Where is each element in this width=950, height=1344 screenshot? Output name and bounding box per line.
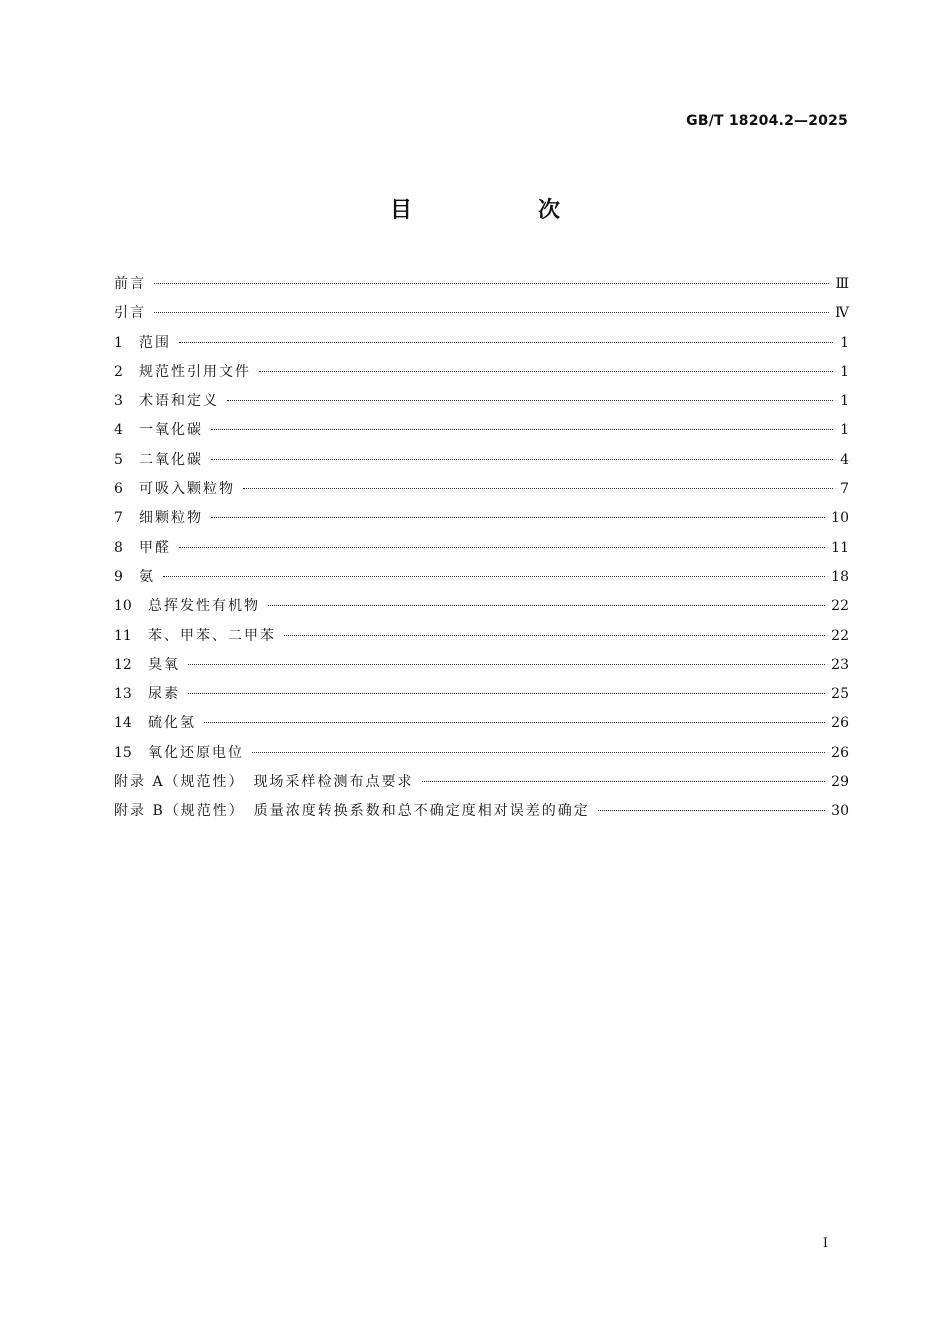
toc-entry-12[interactable]: [114, 651, 849, 680]
toc-entry-5[interactable]: [114, 446, 849, 475]
toc-leader-dots: [204, 722, 825, 723]
toc-entry-page: 25: [831, 686, 849, 703]
toc-entry-number: 6: [114, 481, 123, 498]
toc-entry-page: 10: [831, 510, 849, 527]
toc-entry-number: 3: [114, 393, 123, 410]
toc-entry-label: 苯、甲苯、二甲苯: [148, 627, 276, 644]
toc-entry-7[interactable]: [114, 504, 849, 533]
toc-entry-label: 术语和定义: [139, 393, 219, 410]
toc-entry-page: 1: [840, 393, 849, 410]
toc-entry-number: 11: [114, 627, 132, 644]
toc-entry-number: 12: [114, 656, 132, 673]
toc-entry-1[interactable]: [114, 329, 849, 358]
toc-entry-label: 引言: [114, 305, 146, 322]
page-number: I: [822, 1236, 828, 1251]
toc-entry-11[interactable]: [114, 622, 849, 651]
toc-leader-dots: [179, 547, 825, 548]
toc-leader-dots: [598, 810, 825, 811]
toc-leader-dots: [154, 312, 829, 313]
toc-leader-dots: [227, 400, 833, 401]
toc-leader-dots: [422, 781, 826, 782]
toc-entry-number: 8: [114, 539, 123, 556]
toc-entry-2[interactable]: [114, 358, 849, 387]
toc-entry-label: 总挥发性有机物: [148, 598, 260, 615]
toc-entry-page: 1: [840, 363, 849, 380]
toc-leader-dots: [188, 664, 825, 665]
toc-entry-number: 2: [114, 363, 123, 380]
toc-leader-dots: [188, 693, 825, 694]
toc-entry-number: 14: [114, 715, 132, 732]
toc-entry-label: 氨: [139, 568, 155, 585]
toc-entry-number: 5: [114, 451, 123, 468]
toc-entry-page: 4: [840, 451, 849, 468]
table-of-contents: [114, 270, 849, 827]
toc-entry-3[interactable]: [114, 387, 849, 416]
toc-leader-dots: [211, 459, 833, 460]
toc-leader-dots: [163, 576, 825, 577]
toc-entry-number: 1: [114, 334, 123, 351]
toc-entry-label: 前言: [114, 276, 146, 292]
toc-entry-number: 13: [114, 686, 132, 703]
toc-leader-dots: [259, 371, 833, 372]
toc-entry-page: Ⅳ: [835, 305, 849, 322]
toc-entry-label: 细颗粒物: [139, 510, 203, 527]
toc-entry-label: 一氧化碳: [139, 422, 203, 439]
toc-entry-annex-a[interactable]: [114, 768, 849, 797]
toc-entry-number: 15: [114, 744, 132, 761]
toc-leader-dots: [252, 752, 825, 753]
toc-entry-14[interactable]: [114, 709, 849, 738]
toc-entry-number: 4: [114, 422, 123, 439]
toc-entry-label: 臭氧: [148, 656, 180, 673]
toc-entry-6[interactable]: [114, 475, 849, 504]
toc-entry-label: 规范性引用文件: [139, 363, 251, 380]
toc-entry-page: 22: [831, 598, 849, 615]
toc-entry-label: 氧化还原电位: [148, 744, 244, 761]
toc-entry-label: 甲醛: [139, 539, 171, 556]
toc-leader-dots: [243, 488, 833, 489]
toc-entry-page: Ⅲ: [835, 276, 849, 292]
toc-entry-page: 11: [831, 539, 849, 556]
toc-entry-13[interactable]: [114, 680, 849, 709]
toc-leader-dots: [211, 429, 833, 430]
toc-entry-label: 附录 A（规范性） 现场采样检测布点要求: [114, 774, 414, 791]
toc-entry-foreword[interactable]: [114, 270, 849, 299]
toc-entry-label: 可吸入颗粒物: [139, 481, 235, 498]
toc-leader-dots: [154, 283, 829, 284]
toc-entry-page: 22: [831, 627, 849, 644]
standard-number: GB/T 18204.2—2025: [686, 113, 848, 129]
toc-entry-page: 23: [831, 656, 849, 673]
toc-entry-15[interactable]: [114, 739, 849, 768]
toc-entry-label: 二氧化碳: [139, 451, 203, 468]
toc-entry-10[interactable]: [114, 592, 849, 621]
toc-leader-dots: [179, 342, 833, 343]
toc-leader-dots: [284, 635, 825, 636]
toc-entry-label: 硫化氢: [148, 715, 196, 732]
toc-entry-page: 1: [840, 334, 849, 351]
toc-entry-page: 26: [831, 715, 849, 732]
toc-entry-number: 10: [114, 598, 132, 615]
toc-entry-page: 1: [840, 422, 849, 439]
toc-entry-number: 7: [114, 510, 123, 527]
toc-entry-introduction[interactable]: [114, 299, 849, 328]
toc-leader-dots: [211, 517, 825, 518]
toc-entry-label: 范围: [139, 334, 171, 351]
toc-entry-label: 尿素: [148, 686, 180, 703]
toc-entry-page: 30: [831, 803, 849, 820]
toc-leader-dots: [268, 605, 825, 606]
toc-entry-annex-b[interactable]: [114, 797, 849, 826]
toc-entry-page: 18: [831, 568, 849, 585]
toc-entry-4[interactable]: [114, 416, 849, 445]
toc-entry-page: 26: [831, 744, 849, 761]
toc-entry-label: 附录 B（规范性） 质量浓度转换系数和总不确定度相对误差的确定: [114, 803, 590, 820]
toc-entry-page: 29: [831, 774, 849, 791]
toc-entry-number: 9: [114, 568, 123, 585]
toc-entry-page: 7: [840, 481, 849, 498]
toc-entry-8[interactable]: [114, 534, 849, 563]
toc-entry-9[interactable]: [114, 563, 849, 592]
toc-title: 目 次: [389, 198, 612, 223]
